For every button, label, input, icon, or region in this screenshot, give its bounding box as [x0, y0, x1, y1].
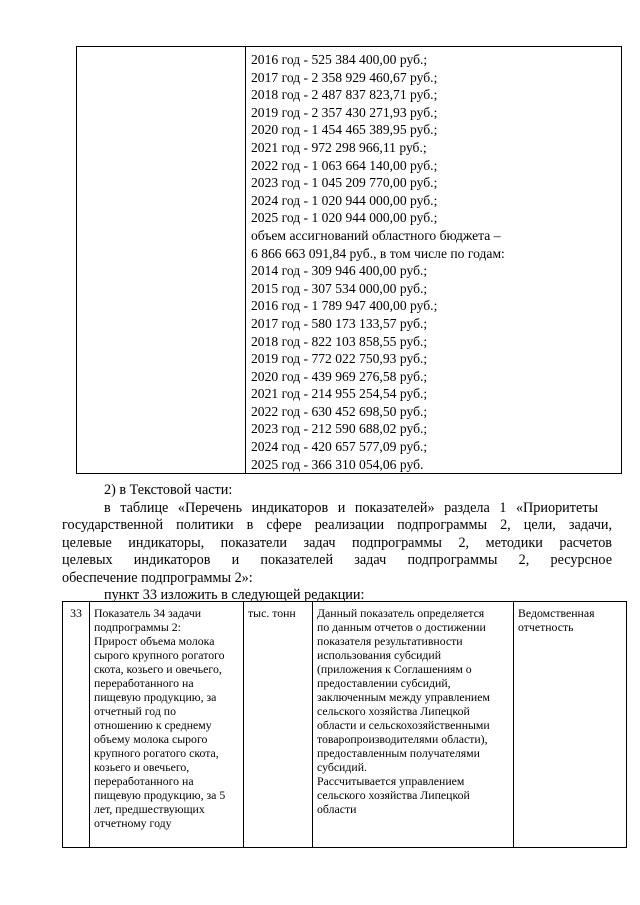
financing-line: объем ассигнований областного бюджета –: [251, 227, 501, 243]
financing-line: 2019 год - 2 357 430 271,93 руб.;: [251, 104, 438, 120]
indicator-method-line: субсидий.: [317, 760, 367, 774]
amendment-paragraph: [62, 482, 612, 605]
indicator-name-line: лет, предшествующих: [94, 802, 205, 816]
financing-line: 2021 год - 972 298 966,11 руб.;: [251, 139, 427, 155]
paragraph-line: целевых индикаторов и показателей задач подпрограммы 2, ресурсное: [62, 552, 612, 568]
indicator-name-line: пищевую продукцию, за: [94, 690, 217, 704]
indicator-method-line: сельского хозяйства Липецкой: [317, 788, 470, 802]
indicator-method-line: предоставленным получателями: [317, 746, 480, 760]
indicator-name-line: отчетный год по: [94, 704, 176, 718]
financing-table: [76, 46, 622, 474]
financing-line: 2025 год - 366 310 054,06 руб.: [251, 456, 424, 472]
indicator-unit: тыс. тонн: [248, 606, 296, 620]
table-row: [63, 602, 627, 848]
financing-line: 2018 год - 2 487 837 823,71 руб.;: [251, 87, 438, 103]
indicator-source-cell: [514, 602, 627, 848]
indicator-name-line: скота, козьего и овечьего,: [94, 662, 222, 676]
paragraph-line: государственной политики в сфере реализации подпрограммы 2, цели, задачи,: [62, 517, 612, 533]
financing-line: 2022 год - 630 452 698,50 руб.;: [251, 403, 428, 419]
indicator-method-line: области и сельскохозяйственными: [317, 718, 490, 732]
financing-table-empty-cell: [77, 47, 246, 474]
indicator-method-cell: [313, 602, 514, 848]
indicator-method-line: показателя результативности: [317, 634, 463, 648]
financing-line: 2017 год - 2 358 929 460,67 руб.;: [251, 69, 438, 85]
indicator-name-line: сырого крупного рогатого: [94, 648, 225, 662]
indicator-name-line: Прирост объема молока: [94, 634, 215, 648]
indicator-table: [62, 601, 627, 848]
financing-line: 2020 год - 439 969 276,58 руб.;: [251, 368, 428, 384]
financing-line: 2023 год - 1 045 209 770,00 руб.;: [251, 175, 438, 191]
financing-line: 2017 год - 580 173 133,57 руб.;: [251, 315, 428, 331]
financing-line: 2024 год - 420 657 577,09 руб.;: [251, 439, 428, 455]
indicator-name-line: отношению к среднему: [94, 718, 212, 732]
indicator-name-line: отчетному году: [94, 816, 172, 830]
indicator-name-cell: [90, 602, 244, 848]
indicator-source-line: отчетность: [518, 620, 574, 634]
financing-line: 2023 год - 212 590 688,02 руб.;: [251, 421, 428, 437]
indicator-unit-cell: [244, 602, 313, 848]
indicator-source-line: Ведомственная: [518, 606, 595, 620]
indicator-method-line: предоставлении субсидий,: [317, 676, 451, 690]
indicator-number: 33: [70, 606, 82, 620]
indicator-number-cell: [63, 602, 90, 848]
financing-table-amounts-cell: [246, 47, 622, 474]
paragraph-line: пункт 33 изложить в следующей редакции:: [104, 587, 365, 603]
indicator-method-line: сельского хозяйства Липецкой: [317, 704, 470, 718]
indicator-name-line: объему молока сырого: [94, 732, 208, 746]
financing-line: 2019 год - 772 022 750,93 руб.;: [251, 351, 428, 367]
indicator-method-line: Данный показатель определяется: [317, 606, 485, 620]
financing-line: 2016 год - 525 384 400,00 руб.;: [251, 52, 428, 67]
financing-line: 2015 год - 307 534 000,00 руб.;: [251, 280, 428, 296]
indicator-method-line: заключенным между управлением: [317, 690, 490, 704]
financing-line: 2014 год - 309 946 400,00 руб.;: [251, 263, 428, 279]
financing-line: 2025 год - 1 020 944 000,00 руб.;: [251, 210, 438, 226]
paragraph-line: 2) в Текстовой части:: [104, 482, 233, 498]
paragraph-line: обеспечение подпрограммы 2»:: [62, 569, 253, 586]
financing-line: 2022 год - 1 063 664 140,00 руб.;: [251, 157, 438, 173]
indicator-name-line: переработанного на: [94, 676, 194, 690]
paragraph-line: целевые индикаторы, показатели задач подпрограммы 2, методики расчетов: [62, 534, 612, 551]
paragraph-line: в таблице «Перечень индикаторов и показателей» раздела 1 «Приоритеты: [104, 499, 598, 516]
financing-line: 2020 год - 1 454 465 389,95 руб.;: [251, 122, 438, 138]
indicator-method-line: использования субсидий: [317, 648, 442, 662]
financing-line: 6 866 663 091,84 руб., в том числе по годам:: [251, 245, 505, 261]
indicator-method-line: (приложения к Соглашениям о: [317, 662, 472, 676]
indicator-method-line: Рассчитывается управлением: [317, 774, 465, 788]
financing-line: 2018 год - 822 103 858,55 руб.;: [251, 333, 428, 349]
indicator-name-line: подпрограммы 2:: [94, 620, 181, 634]
indicator-name-line: переработанного на: [94, 774, 194, 788]
indicator-name-line: козьего и овечьего,: [94, 760, 190, 774]
financing-line: 2021 год - 214 955 254,54 руб.;: [251, 386, 428, 402]
indicator-method-line: по данным отчетов о достижении: [317, 620, 486, 634]
indicator-name-line: Показатель 34 задачи: [94, 606, 202, 620]
indicator-method-line: области: [317, 802, 357, 816]
financing-line: 2024 год - 1 020 944 000,00 руб.;: [251, 192, 438, 208]
indicator-method-line: товаропроизводителями области),: [317, 732, 488, 746]
indicator-name-line: пищевую продукцию, за 5: [94, 788, 226, 802]
indicator-name-line: крупного рогатого скота,: [94, 746, 219, 760]
financing-line: 2016 год - 1 789 947 400,00 руб.;: [251, 298, 438, 314]
